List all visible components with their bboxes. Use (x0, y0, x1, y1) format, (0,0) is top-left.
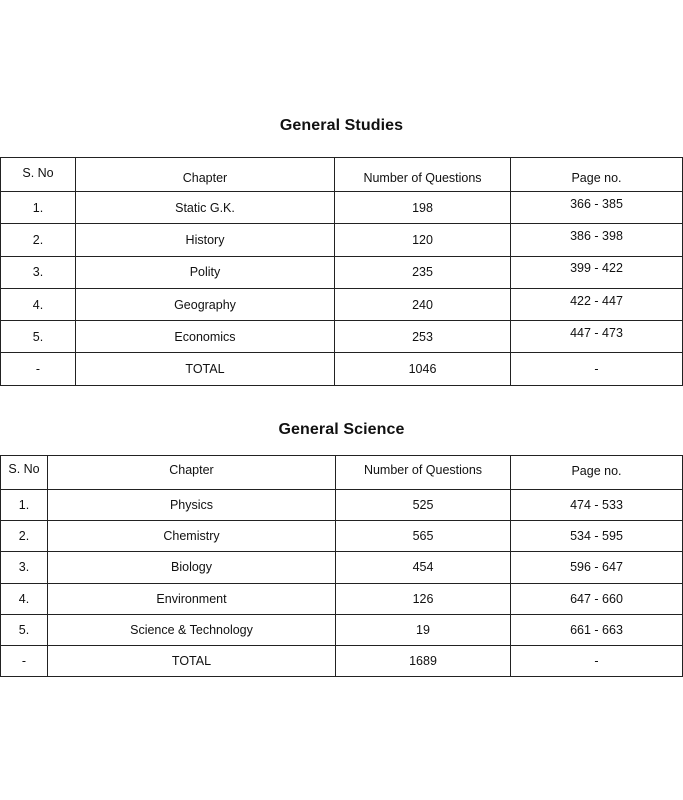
table-row (1, 490, 683, 521)
cell-questions: 525 (336, 490, 511, 521)
table-total-row (1, 353, 683, 385)
cell-page (511, 224, 683, 256)
cell-page (511, 288, 683, 320)
cell-page (511, 256, 683, 288)
cell-chapter: Geography (76, 288, 335, 320)
cell-page (511, 192, 683, 224)
general-studies-title: General Studies (279, 117, 404, 134)
header-sno: S. No (1, 456, 48, 490)
cell-questions: 120 (335, 224, 511, 256)
total-questions: 1689 (336, 645, 511, 676)
general-science-title: General Science (278, 421, 405, 438)
total-label: TOTAL (48, 645, 336, 676)
table-row (1, 256, 683, 288)
table-row (1, 552, 683, 583)
general-science-table (0, 455, 683, 677)
total-sno: - (1, 645, 48, 676)
cell-page-text: 386 - 398 (570, 228, 623, 243)
cell-chapter: Economics (76, 321, 335, 353)
cell-chapter: History (76, 224, 335, 256)
cell-questions: 240 (335, 288, 511, 320)
table-row (1, 192, 683, 224)
cell-page: 661 - 663 (511, 614, 683, 645)
table-row (1, 521, 683, 552)
cell-questions: 454 (336, 552, 511, 583)
cell-sno: 2. (1, 224, 76, 256)
cell-page-text: 399 - 422 (570, 261, 623, 276)
header-page: Page no. (511, 158, 683, 192)
cell-chapter: Science & Technology (48, 614, 336, 645)
cell-page-text: 422 - 447 (570, 293, 623, 308)
cell-questions: 19 (336, 614, 511, 645)
header-sno: S. No (1, 158, 76, 192)
total-page: - (511, 353, 683, 385)
cell-chapter: Polity (76, 256, 335, 288)
table-row (1, 321, 683, 353)
cell-page: 647 - 660 (511, 583, 683, 614)
total-questions: 1046 (335, 353, 511, 385)
cell-page-text: 366 - 385 (570, 196, 623, 211)
table-row (1, 614, 683, 645)
cell-chapter: Static G.K. (76, 192, 335, 224)
cell-questions: 198 (335, 192, 511, 224)
cell-questions: 126 (336, 583, 511, 614)
cell-sno: 3. (1, 552, 48, 583)
cell-page-text: 447 - 473 (570, 325, 623, 340)
cell-sno: 5. (1, 321, 76, 353)
cell-questions: 253 (335, 321, 511, 353)
cell-page: 596 - 647 (511, 552, 683, 583)
table-total-row (1, 645, 683, 676)
total-label: TOTAL (76, 353, 335, 385)
header-questions: Number of Questions (335, 158, 511, 192)
cell-sno: 1. (1, 192, 76, 224)
cell-sno: 4. (1, 288, 76, 320)
total-page: - (511, 645, 683, 676)
cell-sno: 3. (1, 256, 76, 288)
cell-page (511, 321, 683, 353)
cell-sno: 5. (1, 614, 48, 645)
cell-questions: 565 (336, 521, 511, 552)
cell-page: 534 - 595 (511, 521, 683, 552)
cell-chapter: Chemistry (48, 521, 336, 552)
table-row (1, 583, 683, 614)
cell-sno: 4. (1, 583, 48, 614)
general-studies-table (0, 157, 683, 386)
header-chapter: Chapter (76, 158, 335, 192)
table-row (1, 224, 683, 256)
table-row (1, 288, 683, 320)
cell-sno: 1. (1, 490, 48, 521)
cell-chapter: Physics (48, 490, 336, 521)
table-header-row (1, 456, 683, 490)
total-sno: - (1, 353, 76, 385)
cell-sno: 2. (1, 521, 48, 552)
cell-chapter: Environment (48, 583, 336, 614)
header-page: Page no. (511, 456, 683, 490)
table-header-row (1, 158, 683, 192)
header-chapter: Chapter (48, 456, 336, 490)
header-questions: Number of Questions (336, 456, 511, 490)
cell-chapter: Biology (48, 552, 336, 583)
cell-questions: 235 (335, 256, 511, 288)
cell-page: 474 - 533 (511, 490, 683, 521)
